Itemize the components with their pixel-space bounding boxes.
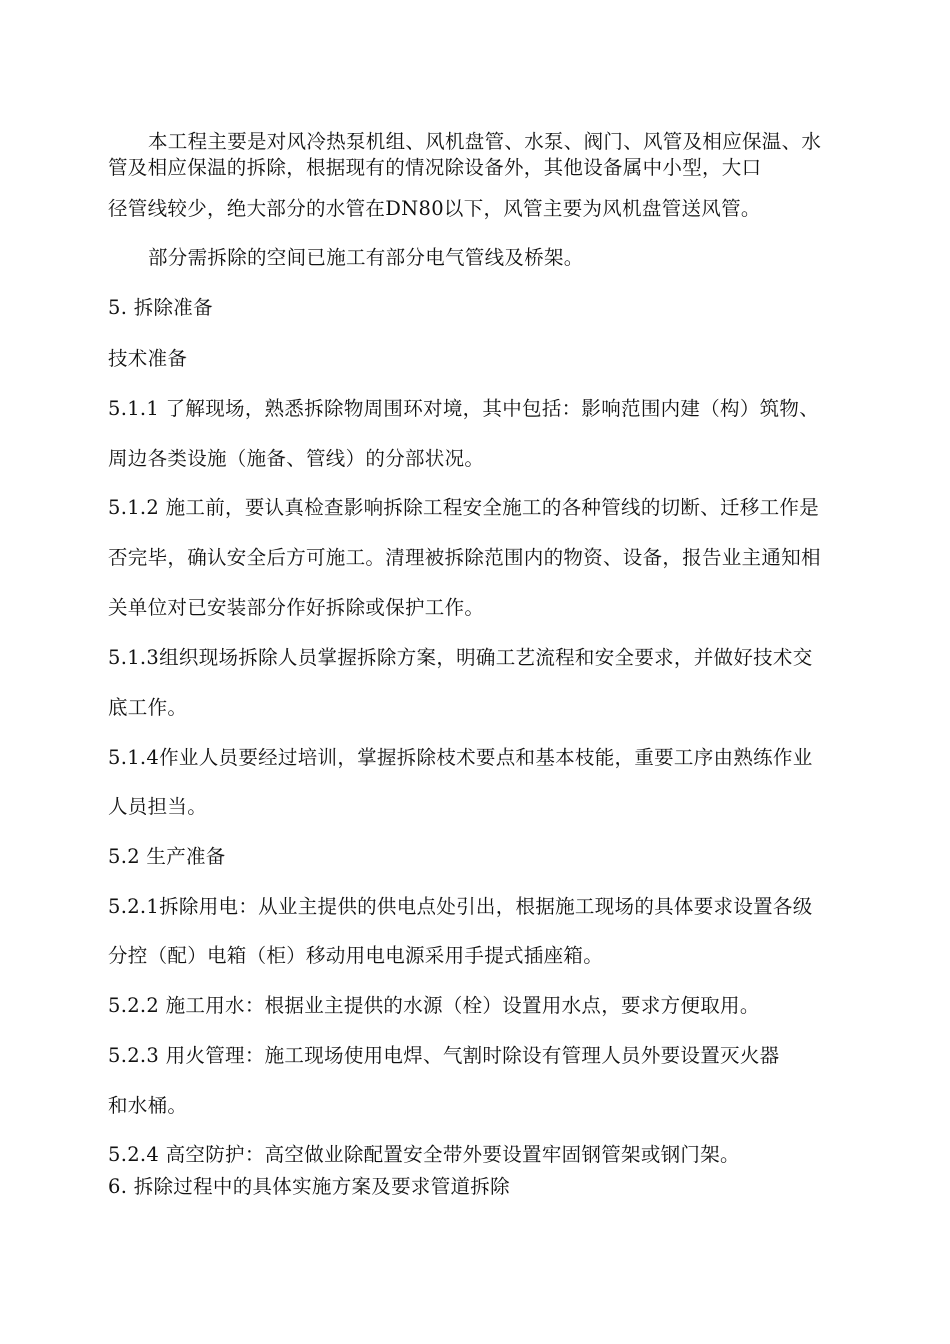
paragraph-line: 分控（配）电箱（柜）移动用电电源采用手提式插座箱。 — [108, 944, 604, 967]
paragraph-line: 5.2.4 高空防护：高空做业除配置安全带外要设置牢固钢管架或钢门架。 — [108, 1143, 740, 1166]
paragraph-line: 本工程主要是对风冷热泵机组、风机盘管、水泵、阀门、风管及相应保温、水 — [148, 130, 822, 153]
paragraph-line: 周边各类设施（施备、管线）的分部状况。 — [108, 447, 485, 470]
section-heading: 6. 拆除过程中的具体实施方案及要求管道拆除 — [108, 1175, 510, 1198]
paragraph-line: 管及相应保温的拆除，根据现有的情况除设备外，其他设备属中小型，大口 — [108, 156, 762, 179]
paragraph-line: 底工作。 — [108, 696, 188, 719]
paragraph-line: 5.1.4作业人员要经过培训，掌握拆除枝术要点和基本枝能，重要工序由熟练作业 — [108, 746, 813, 769]
paragraph-line: 人员担当。 — [108, 795, 208, 818]
paragraph-line: 径管线较少，绝大部分的水管在DN80以下，风管主要为风机盘管送风管。 — [108, 197, 761, 220]
paragraph-line: 5.1.2 施工前，要认真检查影响拆除工程安全施工的各种管线的切断、迁移工作是 — [108, 496, 820, 519]
paragraph-line: 5.2.2 施工用水：根据业主提供的水源（栓）设置用水点，要求方便取用。 — [108, 994, 760, 1017]
paragraph-line: 5.1.3组织现场拆除人员掌握拆除方案，明确工艺流程和安全要求，并做好技术交 — [108, 646, 813, 669]
paragraph-line: 和水桶。 — [108, 1094, 188, 1117]
section-heading: 5.2 生产准备 — [108, 845, 226, 868]
paragraph-line: 5.2.1拆除用电：从业主提供的供电点处引出，根据施工现场的具体要求设置各级 — [108, 895, 813, 918]
paragraph-line: 部分需拆除的空间已施工有部分电气管线及桥架。 — [148, 246, 584, 269]
section-heading: 5. 拆除准备 — [108, 296, 213, 319]
paragraph-line: 关单位对已安装部分作好拆除或保护工作。 — [108, 596, 485, 619]
paragraph-line: 5.1.1 了解现场，熟悉拆除物周围环对境，其中包括：影响范围内建（构）筑物、 — [108, 397, 820, 420]
paragraph-line: 5.2.3 用火管理：施工现场使用电焊、气割时除设有管理人员外要设置灭火器 — [108, 1044, 780, 1067]
subsection-heading: 技术准备 — [108, 347, 188, 370]
paragraph-line: 否完毕，确认安全后方可施工。清理被拆除范围内的物资、设备，报告业主通知相 — [108, 546, 821, 569]
